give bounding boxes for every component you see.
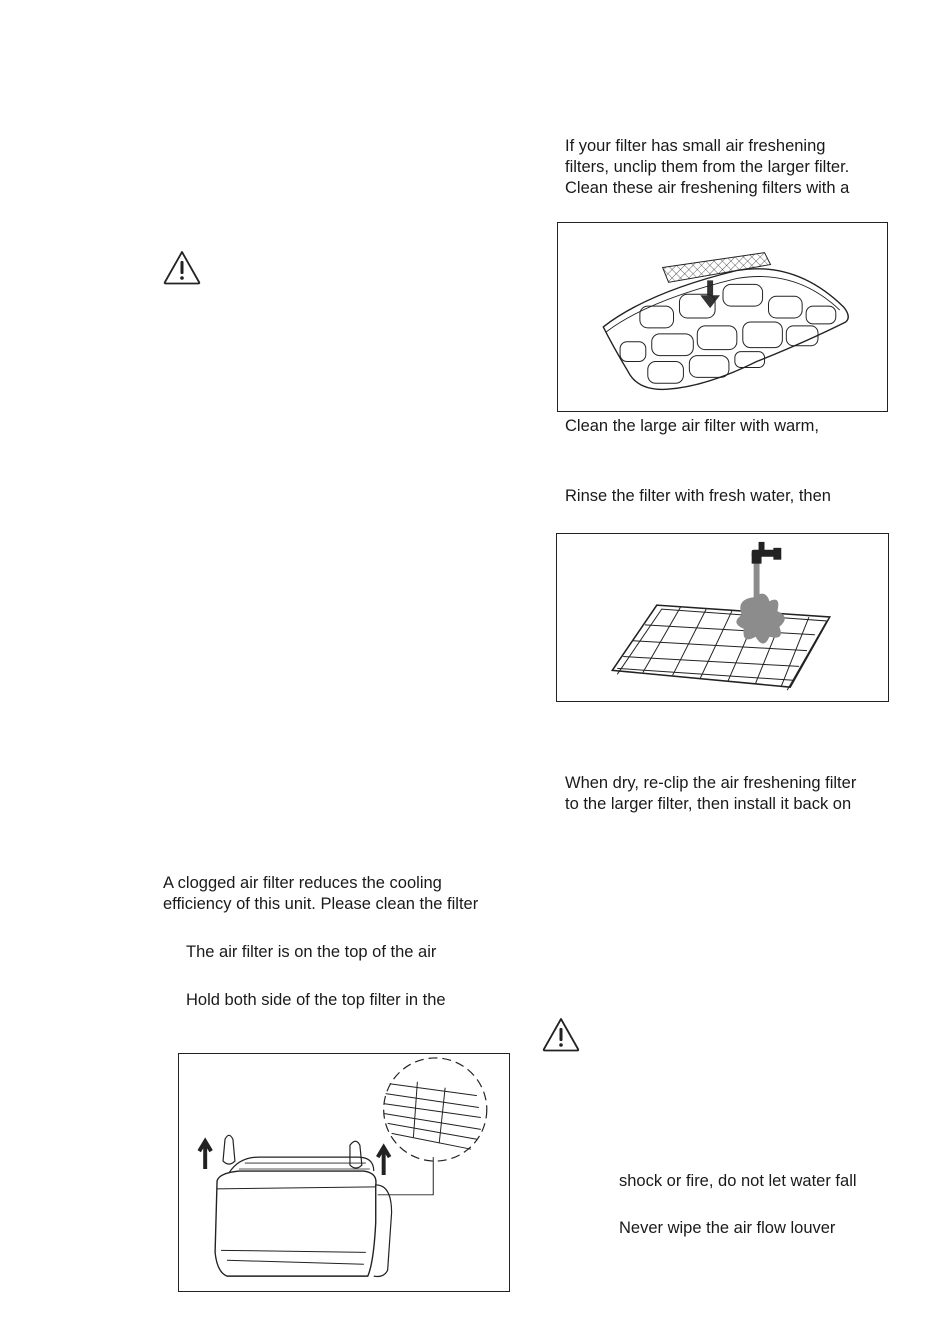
freshening-line-1: If your filter has small air freshening (565, 137, 826, 155)
reclip-line-1: When dry, re-clip the air freshening filter (565, 774, 857, 792)
reclip-line-2: to the larger filter, then install it back on (565, 795, 852, 813)
rinse-filter-illustration (556, 533, 889, 702)
louver-warning-text: Never wipe the air flow louver (619, 1219, 836, 1237)
freshening-line-3: Clean these air freshening filters with a (565, 179, 850, 197)
remove-filter-illustration (178, 1053, 510, 1292)
filter-location-text: The air filter is on the top of the air (186, 943, 437, 961)
shock-warning-text: shock or fire, do not let water fall (619, 1172, 857, 1190)
rinse-filter-text: Rinse the filter with fresh water, then (565, 487, 831, 505)
hold-filter-text: Hold both side of the top filter in the (186, 991, 446, 1009)
clogged-line-2: efficiency of this unit. Please clean the filter (163, 895, 479, 913)
warning-triangle-icon (162, 249, 202, 285)
clean-large-filter-text: Clean the large air filter with warm, (565, 417, 820, 435)
warning-triangle-icon (541, 1016, 581, 1052)
freshening-filter-illustration (557, 222, 888, 412)
freshening-line-2: filters, unclip them from the larger filter. (565, 158, 850, 176)
clogged-line-1: A clogged air filter reduces the cooling (163, 874, 442, 892)
